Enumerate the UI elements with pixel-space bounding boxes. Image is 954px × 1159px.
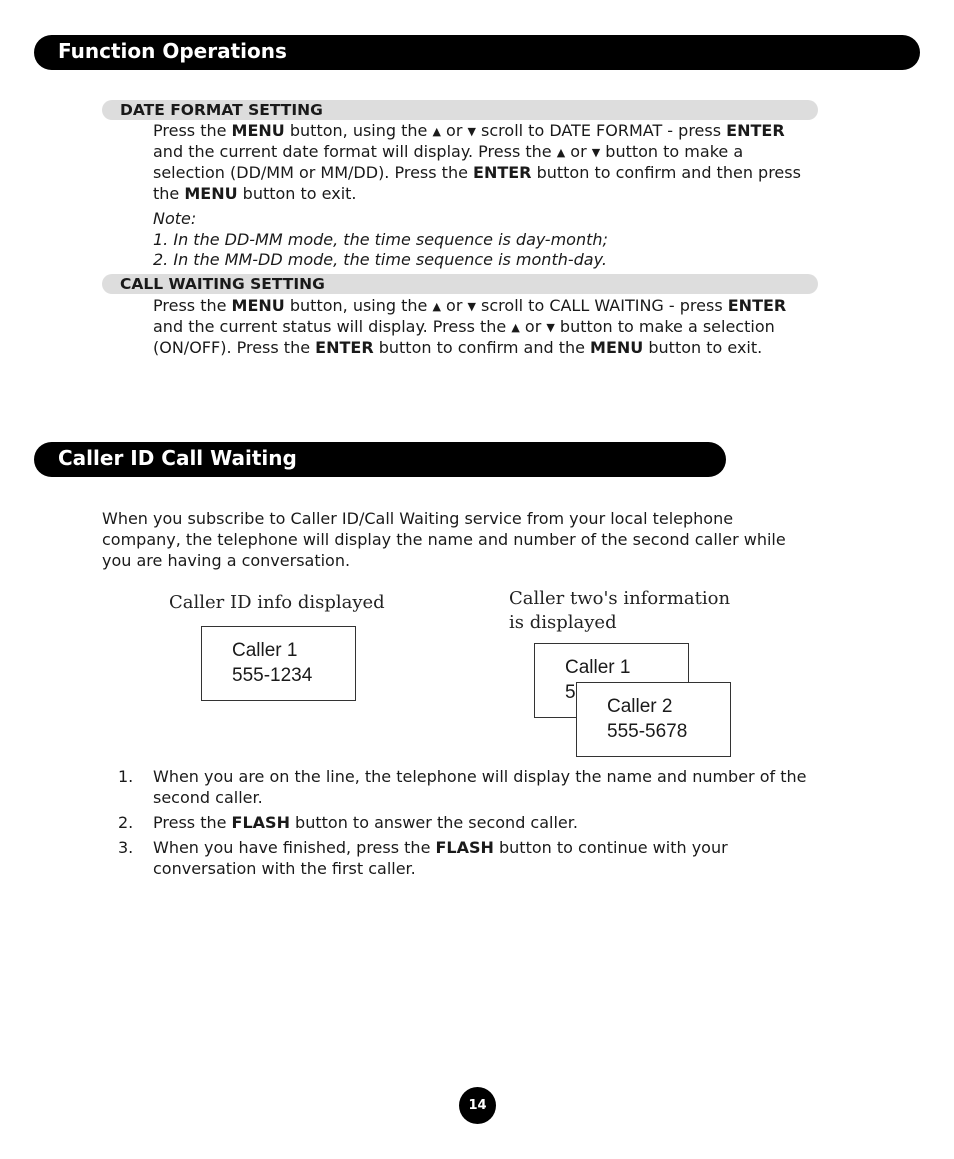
call-waiting-line-3: (ON/OFF). Press the ENTER button to confirm and the MENU button to exit.	[153, 338, 763, 357]
up-arrow-icon: ▲	[432, 125, 441, 138]
down-arrow-icon: ▼	[546, 321, 555, 334]
date-format-line-4: the MENU button to exit.	[153, 184, 357, 203]
caption-right-line-2: is displayed	[509, 612, 617, 633]
step-number: 1.	[118, 767, 134, 786]
note-label: Note:	[153, 209, 197, 228]
down-arrow-icon: ▼	[467, 300, 476, 313]
note-line-1: 1. In the DD-MM mode, the time sequence is day-month;	[153, 230, 608, 249]
display-line-1: Caller 1	[232, 640, 298, 661]
step-text: When you are on the line, the telephone will display the name and number of the second caller.	[153, 767, 807, 807]
caption-left: Caller ID info displayed	[169, 592, 385, 613]
step-number: 2.	[118, 813, 134, 832]
display-line-2: 5	[565, 682, 576, 703]
subsection-title: CALL WAITING SETTING	[120, 275, 325, 293]
date-format-line-2: and the current date format will display. Press the ▲ or ▼ button to make a	[153, 142, 744, 161]
display-line-2: 555-5678	[607, 721, 688, 742]
section-header-function-operations	[34, 35, 920, 70]
section-title: Function Operations	[58, 39, 287, 63]
display-caller-2	[576, 682, 731, 757]
display-line-2: 555-1234	[232, 665, 313, 686]
call-waiting-line-1: Press the MENU button, using the ▲ or ▼ scroll to CALL WAITING - press ENTER	[153, 296, 787, 315]
display-line-1: Caller 1	[565, 657, 631, 678]
step-text: Press the FLASH button to answer the second caller.	[153, 813, 578, 832]
caption-right-line-1: Caller two's information	[509, 588, 731, 609]
subsection-header-call-waiting	[102, 274, 818, 294]
down-arrow-icon: ▼	[591, 146, 601, 159]
up-arrow-icon: ▲	[556, 146, 566, 159]
display-line-1: Caller 2	[607, 696, 673, 717]
section-header-caller-id-call-waiting	[34, 442, 726, 477]
up-arrow-icon: ▲	[511, 321, 520, 334]
intro-line-3: you are having a conversation.	[102, 551, 351, 570]
call-waiting-line-2: and the current status will display. Press the ▲ or ▼ button to make a selection	[153, 317, 775, 336]
step-text: When you have finished, press the FLASH button to continue with your conversation with the first caller.	[153, 838, 728, 878]
step-number: 3.	[118, 838, 134, 857]
intro-line-2: company, the telephone will display the name and number of the second caller while	[102, 530, 786, 549]
up-arrow-icon: ▲	[432, 300, 441, 313]
note-line-2: 2. In the MM-DD mode, the time sequence is month-day.	[153, 250, 607, 269]
intro-line-1: When you subscribe to Caller ID/Call Waiting service from your local telephone	[102, 509, 734, 528]
date-format-line-3: selection (DD/MM or MM/DD). Press the ENTER button to confirm and then press	[153, 163, 801, 182]
date-format-line-1: Press the MENU button, using the ▲ or ▼ scroll to DATE FORMAT - press ENTER	[153, 121, 785, 140]
down-arrow-icon: ▼	[467, 125, 476, 138]
page-number: 14	[459, 1087, 496, 1124]
section-title: Caller ID Call Waiting	[58, 446, 297, 470]
display-caller-1	[201, 626, 356, 701]
subsection-title: DATE FORMAT SETTING	[120, 101, 323, 119]
subsection-header-date-format	[102, 100, 818, 120]
